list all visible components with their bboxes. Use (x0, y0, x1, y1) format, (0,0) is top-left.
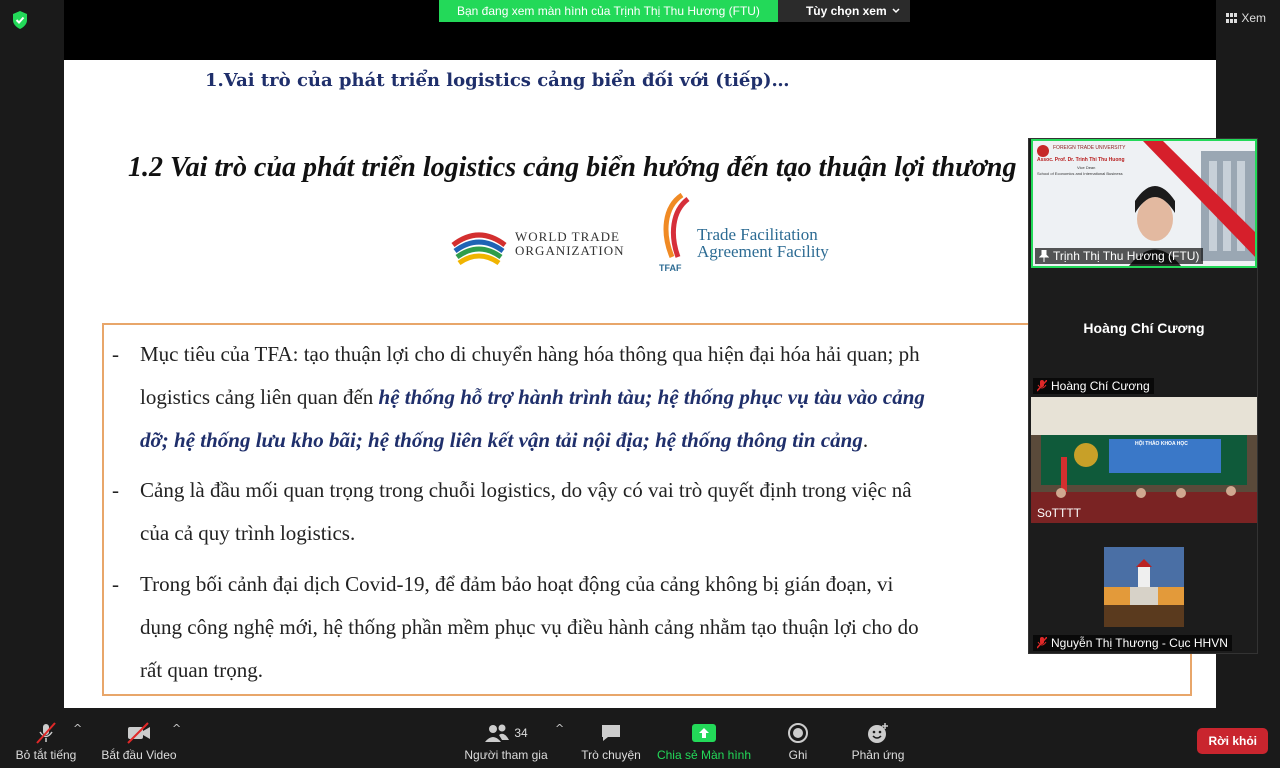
share-screen-icon (692, 724, 716, 742)
participants-count: 34 (514, 726, 528, 740)
video-options-caret[interactable]: ^ (172, 722, 182, 735)
share-screen-button[interactable] (656, 722, 752, 762)
bullet-emphasis: dỡ; hệ thống lưu kho bãi; hệ thống liên kết vận tải nội địa; hệ thống thông tin cảng (140, 428, 863, 452)
tfaf-line1: Trade Facilitation (697, 225, 818, 244)
bullet-line (140, 419, 868, 462)
share-screen-label: Chia sẻ Màn hình (656, 748, 752, 762)
start-video-button[interactable] (100, 722, 178, 762)
video-tile[interactable] (1031, 270, 1257, 396)
participant-name: Trịnh Thị Thu Hương (FTU) (1053, 249, 1200, 263)
bullet-line: Cảng là đầu mối quan trọng trong chuỗi logistics, do vậy có vai trò quyết định trong việc nâ (140, 478, 912, 502)
mic-off-icon (1037, 380, 1047, 392)
bullet-text: logistics cảng liên quan đến (140, 385, 379, 409)
bullet-dash: - (112, 572, 119, 596)
record-button[interactable] (778, 722, 818, 762)
reactions-smiley-icon (866, 722, 890, 744)
tfaf-logo (654, 193, 694, 265)
bullet-text: . (862, 428, 869, 452)
share-banner-text: Bạn đang xem màn hình của Trịnh Thị Thu Hương (FTU) (439, 0, 778, 22)
mic-off-icon (1037, 637, 1047, 649)
video-tile[interactable] (1031, 397, 1257, 523)
mic-muted-icon (35, 722, 57, 744)
wto-line1: WORLD TRADE (515, 229, 621, 244)
avatar-lighthouse-image (1104, 547, 1184, 627)
bullet-emphasis: hệ thống hỗ trợ hành trình tàu; hệ thống phục vụ tàu vào cảng (378, 385, 925, 409)
share-banner (439, 0, 910, 22)
bullet-line: rất quan trọng. (140, 658, 264, 682)
tfaf-line2: Agreement Facility (697, 242, 829, 261)
participant-name-tag (1033, 378, 1154, 394)
participant-name: SoTTTT (1037, 506, 1081, 520)
room-banner-title: HỘI THẢO KHOA HỌC (1135, 441, 1188, 447)
view-options-button[interactable] (778, 0, 910, 22)
security-shield-icon[interactable] (10, 10, 30, 30)
participants-label: Người tham gia (464, 748, 548, 762)
speaker-banner-role: Vice Dean (1077, 165, 1096, 170)
wto-line2: ORGANIZATION (515, 243, 625, 258)
unmute-label: Bỏ tắt tiếng (15, 748, 77, 762)
participant-name-tag (1033, 635, 1232, 651)
start-video-label: Bắt đầu Video (101, 748, 177, 762)
tfaf-wordmark (697, 226, 829, 260)
view-button[interactable] (1226, 11, 1266, 25)
record-label: Ghi (788, 748, 808, 762)
chat-button[interactable] (578, 722, 644, 762)
tfaf-tag: TFAF (659, 263, 682, 273)
participant-name: Nguyễn Thị Thương - Cục HHVN (1051, 636, 1228, 650)
participants-button[interactable] (462, 722, 550, 762)
slide-heading: 1.Vai trò của phát triển logistics cảng biển đối với (tiếp)… (205, 70, 790, 91)
reactions-label: Phản ứng (851, 748, 905, 762)
reactions-button[interactable] (848, 722, 908, 762)
pin-icon (1039, 250, 1049, 262)
record-icon (787, 722, 809, 744)
participant-video-panel (1028, 138, 1258, 654)
participant-center-name: Hoàng Chí Cương (1083, 320, 1205, 336)
bullet-dash: - (112, 478, 119, 502)
view-options-label: Tùy chọn xem (805, 4, 887, 18)
audio-options-caret[interactable]: ^ (73, 722, 83, 735)
logos (449, 193, 849, 275)
bullet-line: Trong bối cảnh đại dịch Covid-19, để đảm bảo hoạt động của cảng không bị gián đoạn, vi (140, 572, 894, 596)
speaker-banner-name: Assoc. Prof. Dr. Trinh Thi Thu Huong (1037, 157, 1125, 163)
bullet-dash: - (112, 342, 119, 366)
participants-options-caret[interactable]: ^ (555, 722, 565, 735)
speaker-banner-university: FOREIGN TRADE UNIVERSITY (1053, 145, 1126, 151)
participants-icon (484, 723, 510, 743)
grid-view-icon (1226, 13, 1237, 23)
unmute-button[interactable] (14, 722, 78, 762)
bullet-line (140, 376, 925, 419)
participant-name-tag (1035, 248, 1203, 264)
chat-label: Trò chuyện (581, 748, 641, 762)
video-tile-speaker[interactable] (1031, 139, 1257, 268)
leave-meeting-button[interactable]: Rời khỏi (1197, 728, 1268, 754)
speaker-banner-school: School of Economics and International Business (1037, 171, 1123, 176)
participant-name: Hoàng Chí Cương (1051, 379, 1150, 393)
slide-subheading: 1.2 Vai trò của phát triển logistics cảng biển hướng đến tạo thuận lợi thương (128, 152, 1017, 183)
bullet-line: Mục tiêu của TFA: tạo thuận lợi cho di chuyển hàng hóa thông qua hiện đại hóa hải quan; ph (140, 342, 920, 366)
chat-icon (600, 723, 622, 743)
bullet-line: của cả quy trình logistics. (140, 521, 356, 545)
chevron-down-icon (892, 8, 900, 14)
bullet-line: dụng công nghệ mới, hệ thống phần mềm phục vụ điều hành cảng nhằm tạo thuận lợi cho do (140, 615, 919, 639)
participant-name-tag (1033, 505, 1085, 521)
video-off-icon (126, 722, 152, 744)
meeting-toolbar (0, 708, 1280, 768)
wto-logo (449, 215, 509, 275)
view-button-label: Xem (1241, 11, 1266, 25)
video-tile[interactable] (1031, 525, 1257, 653)
wto-wordmark (515, 230, 625, 258)
